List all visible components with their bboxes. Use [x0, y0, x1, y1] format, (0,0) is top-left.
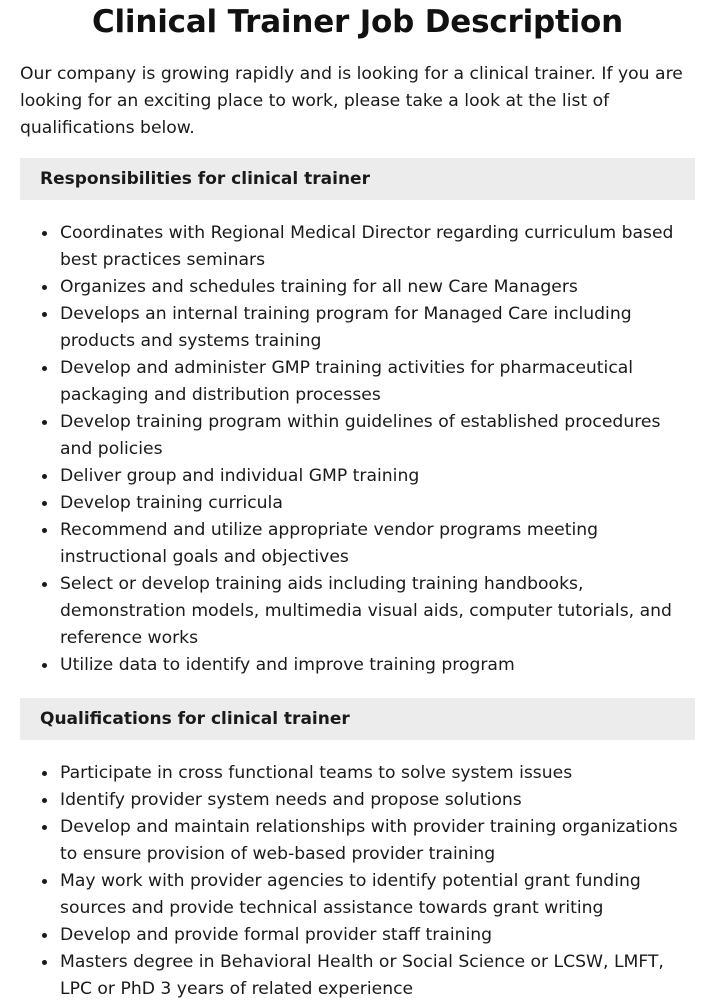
qualifications-heading: Qualifications for clinical trainer	[20, 698, 695, 740]
list-item: Participate in cross functional teams to solve system issues	[60, 760, 695, 787]
list-item: Organizes and schedules training for all new Care Managers	[60, 274, 695, 301]
list-item: Identify provider system needs and propose solutions	[60, 787, 695, 814]
list-item: Develop training program within guidelines of established procedures and policies	[60, 409, 695, 463]
page-title: Clinical Trainer Job Description	[91, 4, 624, 40]
intro-paragraph: Our company is growing rapidly and is looking for a clinical trainer. If you are looking for an exciting place to work, please take a look at the list of qualifications below.	[20, 64, 683, 138]
list-item: Develops an internal training program for Managed Care including products and systems training	[60, 301, 695, 355]
list-item: Select or develop training aids including training handbooks, demonstration models, multimedia visual aids, computer tutorials, and reference works	[60, 571, 695, 652]
list-item: Develop and administer GMP training activities for pharmaceutical packaging and distribution processes	[60, 355, 695, 409]
list-item: Recommend and utilize appropriate vendor programs meeting instructional goals and objectives	[60, 517, 695, 571]
list-item: Utilize data to identify and improve training program	[60, 652, 695, 679]
responsibilities-heading: Responsibilities for clinical trainer	[20, 158, 695, 200]
list-item: Develop training curricula	[60, 490, 695, 517]
responsibilities-list	[20, 220, 695, 679]
list-item: Develop and maintain relationships with provider training organizations to ensure provision of web-based provider training	[60, 814, 695, 868]
list-item: May work with provider agencies to identify potential grant funding sources and provide technical assistance towards grant writing	[60, 868, 695, 922]
list-item: Deliver group and individual GMP training	[60, 463, 695, 490]
qualifications-list	[20, 760, 695, 1003]
list-item: Masters degree in Behavioral Health or Social Science or LCSW, LMFT, LPC or PhD 3 years of related experience	[60, 949, 695, 1003]
list-item: Coordinates with Regional Medical Director regarding curriculum based best practices seminars	[60, 220, 695, 274]
list-item: Develop and provide formal provider staff training	[60, 922, 695, 949]
